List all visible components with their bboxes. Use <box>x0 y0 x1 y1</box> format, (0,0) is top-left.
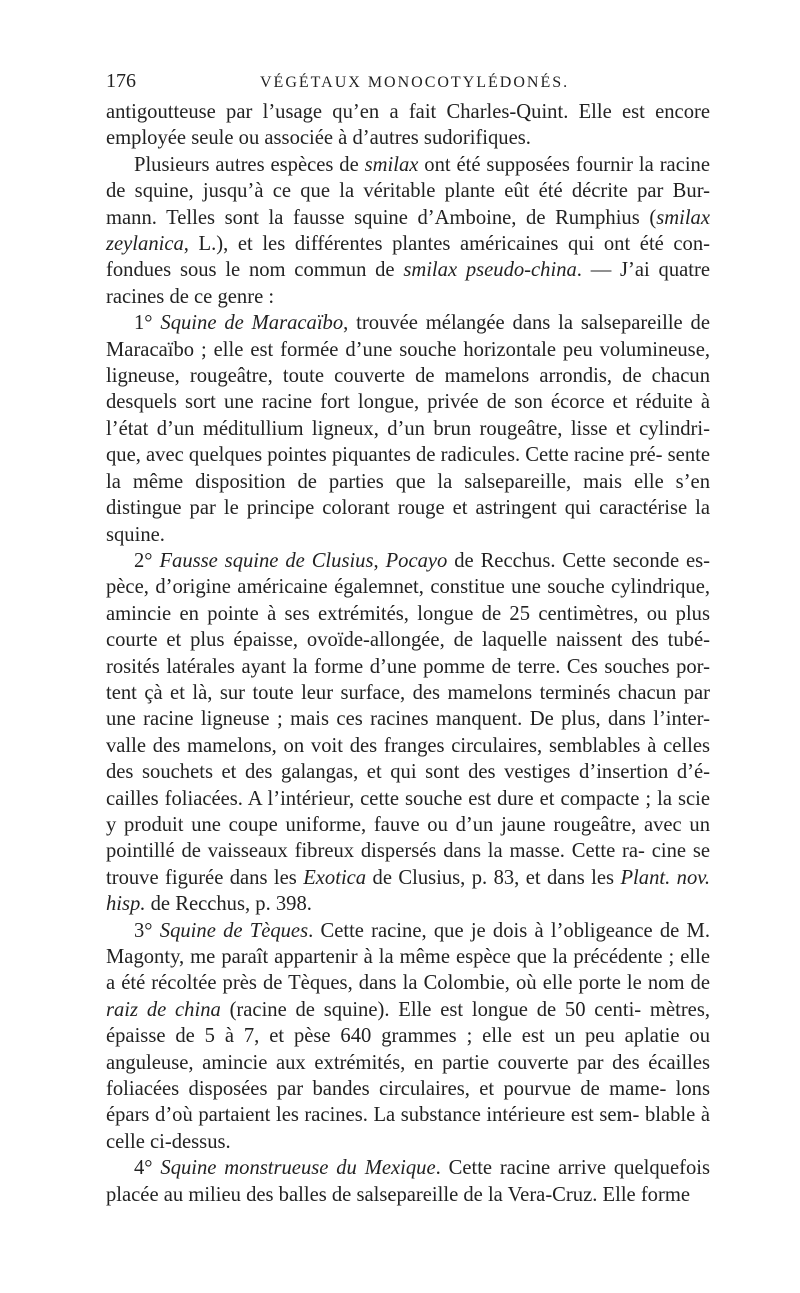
italic-run: Fausse squine de Clusius <box>159 549 374 572</box>
italic-run: smilax zeylanica <box>106 206 710 256</box>
paragraph <box>106 310 710 548</box>
page-number: 176 <box>106 70 136 92</box>
italic-run: Squine monstrueuse du Mexique <box>160 1157 436 1180</box>
text-run: 3° <box>134 919 160 942</box>
body-text <box>106 99 710 1208</box>
text-run: Plusieurs autres espèces de <box>134 153 365 176</box>
paragraph <box>106 152 710 310</box>
italic-run: raiz de china <box>106 998 221 1021</box>
paragraph <box>106 99 710 152</box>
italic-run: Exotica <box>303 866 367 889</box>
italic-run: Squine de Maracaïbo <box>160 312 344 335</box>
text-run: de Recchus. Cette seconde es- pèce, d’origine américaine égalemnet, constitue une souche cylindrique, amincie en pointe à ses extrémités, longue de 25 centimètres, ou plus courte et plus épaisse, ovoïde-allongée, de laquelle naissent des tubé- rosités latérales ayant la forme d’une pomme de terre. Ces souches por- tent çà et là, sur toute leur surface, des mamelons terminés chacun par une racine ligneuse ; mais ces racines manquent. De plus, dans l’inter- valle des mamelons, on voit des franges circulaires, semblables à celles des souchets et des galangas, et qui sont des vestiges d’insertion d’é- cailles foliacées. A l’intérieur, cette souche est dure et compacte ; la scie y produit une coupe uniforme, fauve ou d’un jaune rougeâtre, avec un pointillé de vaisseaux fibreux dispersés dans la masse. Cette ra- cine se trouve figurée dans les <box>106 549 710 889</box>
italic-run: Pocayo <box>385 549 448 572</box>
text-run: 1° <box>134 312 161 335</box>
text-run: (racine de squine). Elle est longue de 50 centi- mètres, épaisse de 5 à 7, et pèse 640 grammes ; elle est un peu aplatie ou anguleuse, amincie aux extrémités, en partie couverte par des écailles foliacées disposées par bandes circulaires, et pourvue de mame- lons épars d’où partaient les racines. La substance intérieure est sem- blable à celle ci-dessus. <box>106 998 710 1153</box>
text-run: . Cette racine arrive quelquefois placée au milieu des balles de salsepareille de la Vera-Cruz. Elle forme <box>106 1157 710 1206</box>
paragraph <box>106 918 710 1156</box>
text-run: ont été supposées fournir la racine de squine, jusqu’à ce que la véritable plante eût été décrite par Bur- mann. Telles sont la fausse squine d’Amboine, de Rumphius ( <box>106 153 710 229</box>
text-run: , trouvée mélangée dans la salsepareille de Maracaïbo ; elle est formée d’une souche horizontale peu volumineuse, ligneuse, rougeâtre, toute couverte de mamelons arrondis, de chacun desquels sort une racine fort longue, privée de son écorce et réduite à l’état d’un méditullium ligneux, d’un brun rougeâtre, lisse et cylindri- que, avec quelques pointes piquantes de radicules. Cette racine pré- sente la même disposition de parties que la salsepareille, mais elle s’en distingue par le principe colorant rouge et astringent qui caractérise la squine. <box>106 312 710 546</box>
text-run: , L.), et les différentes plantes américaines qui ont été con- fondues sous le nom commun de <box>106 233 710 282</box>
text-run: de Recchus, p. 398. <box>145 893 312 916</box>
running-title: VÉGÉTAUX MONOCOTYLÉDONÉS. <box>260 74 570 91</box>
text-run: 2° <box>134 549 160 572</box>
text-run: , <box>373 549 386 572</box>
text-run: antigoutteuse par l’usage qu’en a fait Charles-Quint. Elle est encore employée seule ou associée à d’autres sudorifiques. <box>106 101 710 150</box>
italic-run: Squine de Tèques <box>159 919 309 942</box>
text-run: . — J’ai quatre racines de ce genre : <box>106 259 710 308</box>
text-run: de Clusius, p. 83, et dans les <box>366 866 621 889</box>
text-run: 4° <box>134 1157 161 1180</box>
text-run: . Cette racine, que je dois à l’obligeance de M. Magonty, me paraît appartenir à la même espèce que la précédente ; elle a été récoltée près de Tèques, dans la Colombie, où elle porte le nom de <box>106 919 710 995</box>
italic-run: Plant. nov. hisp. <box>106 866 710 916</box>
paragraph <box>106 548 710 918</box>
paragraph <box>106 1155 710 1208</box>
italic-run: smilax pseudo-china <box>403 259 577 282</box>
page-header <box>106 70 710 93</box>
italic-run: smilax <box>364 153 419 176</box>
